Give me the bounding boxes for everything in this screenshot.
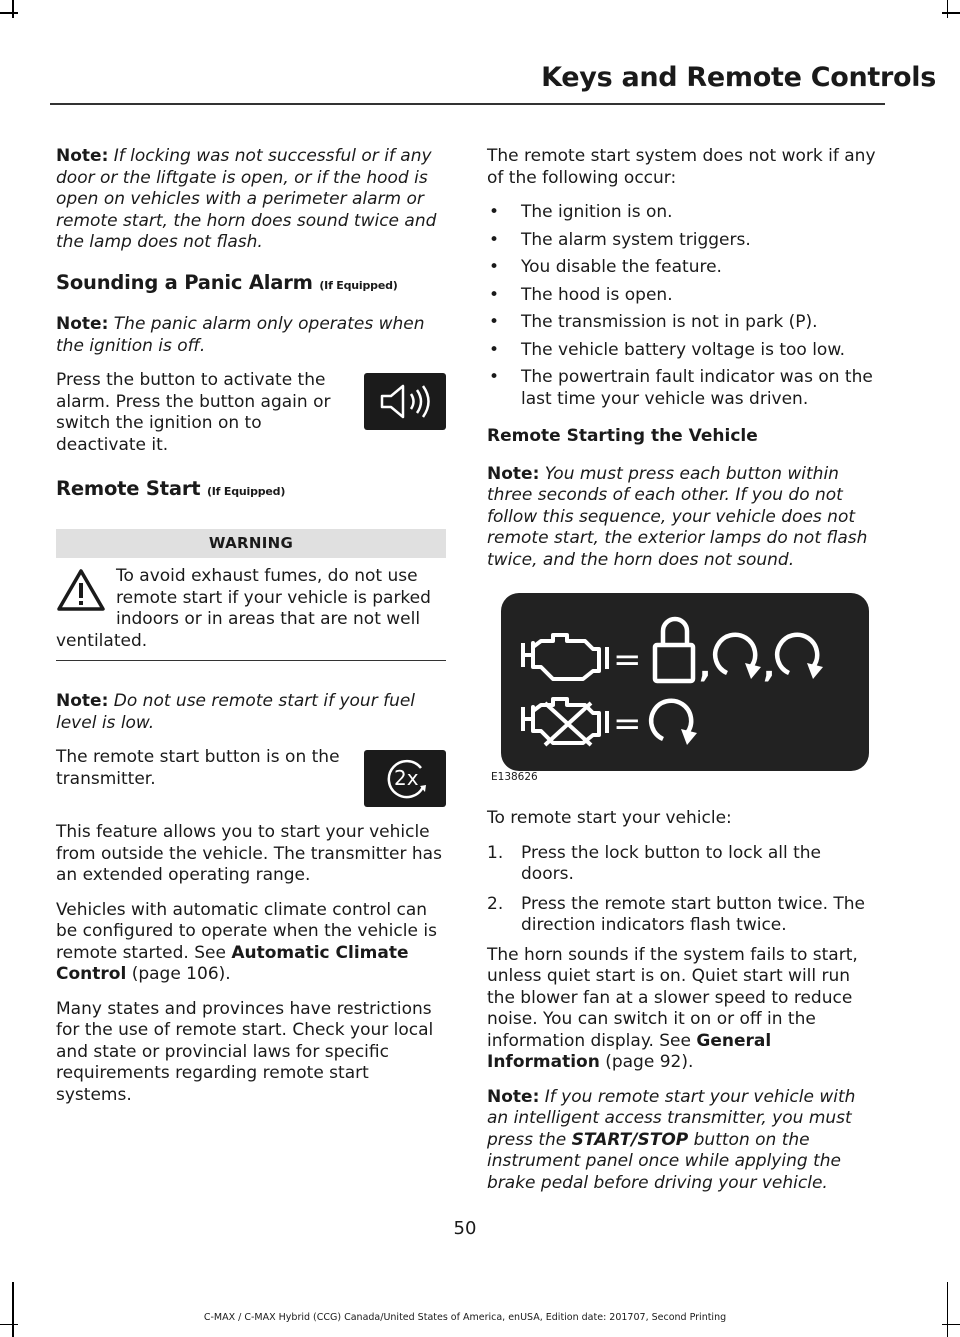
warning-title: WARNING [56,529,446,559]
note-locking [56,146,446,254]
climate-control-info [56,900,446,986]
note-label: Note: [56,691,109,711]
section-heading-remote-starting: Remote Starting the Vehicle [487,426,758,446]
list-item [487,894,879,937]
list-item [487,312,879,334]
steps-intro: To remote start your vehicle: [487,808,732,828]
graphic-code: E138626 [491,771,538,783]
remote-button-text: The remote start button is on the transmitter. [56,747,340,789]
note-text-part: If you remote start your vehicle with an intelligent access transmitter, you must press the [487,1086,856,1150]
list-item [487,340,879,362]
list-item-text: The alarm system triggers. [521,229,751,250]
list-item-text: The powertrain fault indicator was on the last time your vehicle was driven. [521,367,873,409]
list-item-text: You disable the feature. [521,257,722,277]
paragraph-text: The horn sounds if the system fails to start, unless quiet start is on. Quiet start will run the blower fan at a slower speed to reduce noise. You can switch it on or off in the information display. See [487,944,858,1051]
paragraph-text: Vehicles with automatic climate control can be configured to operate when the vehicle is remote started. See [56,899,437,963]
bullet: • [489,202,500,222]
remote-start-sequence-graphic [501,593,869,771]
page-reference: (page 92). [605,1052,694,1072]
note-text: Do not use remote start if your fuel level is low. [56,691,416,733]
section-heading-remote-start [56,478,446,503]
step-text: Press the lock button to lock all the doors. [521,842,821,884]
steps-list [487,843,879,937]
note-text [487,1087,855,1193]
remote-button-info [56,747,446,809]
page-title: Keys and Remote Controls [541,62,936,93]
footer-edition-info: C-MAX / C-MAX Hybrid (CCG) Canada/United States of America, enUSA, Edition date: 201707, Second Printing [203,1312,727,1323]
crop-mark [942,12,960,14]
bullet: • [489,257,500,277]
remote-start-2x-icon [364,750,446,807]
crop-mark [942,1324,960,1326]
list-item-text: The hood is open. [521,284,673,305]
list-item [487,230,879,252]
bullet: • [489,229,500,250]
if-equipped-tag: (If Equipped) [319,278,398,292]
section-heading-panic-alarm [56,272,446,297]
panic-horn-icon [364,373,446,430]
left-column [56,146,446,1119]
heading-text: Sounding a Panic Alarm [56,270,313,294]
right-column [487,146,879,1207]
bullet: • [489,367,500,387]
warning-triangle-icon [56,568,106,612]
link-general-information[interactable]: General Information [487,1030,772,1072]
svg-text:=: = [613,640,642,680]
svg-text:=: = [613,704,642,744]
panic-instructions [56,370,446,456]
crop-mark [0,12,18,14]
note-text-part: button on the instrument panel once while applying the brake pedal before driving your vehicle. [487,1129,841,1193]
note-label: Note: [487,1086,540,1107]
note-text: The panic alarm only operates when the ignition is off. [56,314,425,356]
warning-text: To avoid exhaust fumes, do not use remote start if your vehicle is parked indoors or in areas that are not well ventilated. [56,566,431,651]
conditions-list [487,202,879,410]
list-item [487,202,879,224]
heading-text: Remote Start [56,477,201,500]
panic-body-text: Press the button to activate the alarm. Press the button again or switch the ignition on to deactivate it. [56,370,331,455]
step-number: 1. [487,842,504,863]
svg-text:,: , [763,647,776,685]
list-item [487,367,879,410]
list-item [487,285,879,307]
crop-mark [0,1324,18,1326]
crop-mark [947,0,949,18]
step-text: Press the remote start button twice. The direction indicators flash twice. [521,893,866,935]
crop-mark [947,1282,949,1337]
note-label: Note: [56,314,109,334]
step-number: 2. [487,893,504,914]
list-item [487,257,879,279]
header-divider [50,103,885,105]
note-intelligent-access [487,1087,879,1195]
link-automatic-climate-control[interactable]: Automatic Climate Control [56,942,409,984]
warning-content [56,566,446,652]
crop-mark [12,0,14,18]
if-equipped-tag: (If Equipped) [206,485,286,498]
horn-quiet-start-info [487,945,879,1074]
note-panic [56,314,446,357]
icon-2x-label: 2x [394,766,419,790]
note-text: If locking was not successful or if any door or the liftgate is open, or if the hood is open on vehicles with a perimeter alarm or remote start, the horn does sound twice and the lamp does not flash. [56,146,437,252]
note-sequence [487,464,879,572]
start-stop-label: START/STOP [571,1129,689,1150]
note-text: You must press each button within three seconds of each other. If you do not follow this sequence, your vehicle does not remote start, the exterior lamps do not flash twice, and the horn does not sound. [487,463,868,570]
page-number: 50 [453,1218,477,1239]
page-reference: (page 106). [131,964,231,984]
warning-block [56,566,446,661]
list-item-text: The transmission is not in park (P). [521,312,818,332]
list-item-text: The vehicle battery voltage is too low. [521,339,846,360]
list-item [487,843,879,886]
regulations-info: Many states and provinces have restrictions for the use of remote start. Check your local and state or provincial laws for specific requirements regarding remote start systems. [56,998,434,1105]
conditions-intro: The remote start system does not work if any of the following occur: [487,146,876,188]
svg-text:,: , [699,647,712,685]
feature-description: This feature allows you to start your vehicle from outside the vehicle. The transmitter has an extended operating range. [56,822,442,885]
list-item-text: The ignition is on. [521,202,673,222]
bullet: • [489,312,500,332]
note-fuel [56,691,446,734]
bullet: • [489,284,500,305]
note-label: Note: [487,463,540,484]
bullet: • [489,339,500,360]
note-label: Note: [56,146,109,166]
crop-mark [12,1282,14,1337]
